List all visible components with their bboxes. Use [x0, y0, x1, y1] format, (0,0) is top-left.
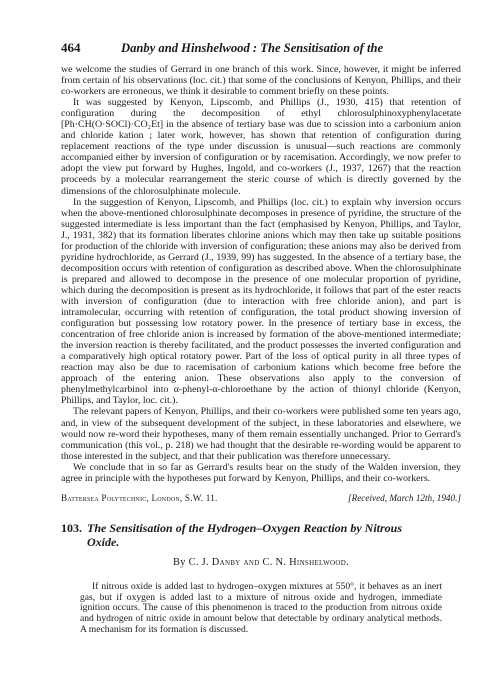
authors-names: C. J. Danby and C. N. Hinshelwood.: [188, 556, 349, 568]
page-number: 464: [61, 40, 81, 55]
journal-page: [61, 40, 461, 636]
article-title-line: Oxide.: [87, 535, 120, 550]
body-paragraph: We conclude that in so far as Gerrard's results bear on the study of the Walden inversion, they agree in principle with the hypotheses put forward by Kenyon, Phillips, and their co-workers.: [61, 461, 461, 484]
article-authors: [61, 557, 461, 568]
running-header: [61, 40, 461, 56]
article-abstract: [80, 582, 442, 636]
next-article: [61, 521, 461, 636]
received-date: [Received, March 12th, 1940.]: [348, 492, 461, 503]
body-paragraph: The relevant papers of Kenyon, Phillips, and their co-workers were published some ten years ago, and, in view of the subsequent development of the subject, in these laboratories and elsewhere, we would now re-word their hypotheses, many of them remain essentially unchanged. Prior to Gerrard's communication (this vol., p. 218) we had thought that the desirable re-wording would be apparent to those interested in the subject, and that their publication was therefore unnecessary.: [61, 406, 461, 462]
affiliation: Battersea Polytechnic, London, S.W. 11.: [61, 492, 218, 503]
body-paragraph: It was suggested by Kenyon, Lipscomb, and Phillips (J., 1930, 415) that retention of configuration during the decomposition of ethyl chlorosulphinoxyphenylacetate [Ph·CH(O·SOCl)·CO₂Et] in the absence of tertiary base was due to scission into a carbonium anion and chloride kation ; later work, however, has shown that retention of configuration during replacement reactions of the type under discussion is unusual—such reactions are commonly accompanied either by inversion of configuration or by racemisation. Accordingly, we now prefer to adopt the view put forward by Hughes, Ingold, and co-workers (J., 1937, 1267) that the reaction proceeds by a molecular rearrangement the steric course of which is directly governed by the dimensions of the chlorosulphinate molecule.: [61, 97, 461, 197]
article-body: [61, 64, 461, 484]
authors-prefix: By: [173, 556, 186, 568]
article-title-line: The Sensitisation of the Hydrogen–Oxygen Reaction by Nitrous: [87, 520, 403, 535]
article-title: [61, 521, 461, 550]
running-title: Danby and Hinshelwood : The Sensitisation of the: [121, 41, 384, 55]
abstract-text: If nitrous oxide is added last to hydrogen–oxygen mixtures at 550°, it behaves as an inert gas, but if oxygen is added last to a mixture of nitrous oxide and hydrogen, immediate ignition occurs. The cause of this phenomenon is traced to the production from nitrous oxide and hydrogen of nitric oxide in amount below that detectable by ordinary analytical methods. A mechanism for its formation is discussed.: [80, 580, 442, 635]
body-paragraph: we welcome the studies of Gerrard in one branch of this work. Since, however, it might be inferred from certain of his observations (loc. cit.) that some of the conclusions of Kenyon, Phillips, and their co-workers are erroneous, we think it desirable to comment briefly on these points.: [61, 64, 461, 98]
body-paragraph: In the suggestion of Kenyon, Lipscomb, and Phillips (loc. cit.) to explain why inversion occurs when the above-mentioned chlorosulphinate decomposes in presence of pyridine, the structure of the suggested intermediate is less important than the fact (emphasised by Kenyon, Phillips, and Taylor, J., 1931, 382) that its formation liberates chlorine anions which may then take up suitable positions for production of the chloride with inversion of configuration; these anions may also be derived from pyridine hydrochloride, as Gerrard (J., 1939, 99) has suggested. In the absence of a tertiary base, the decomposition occurs with retention of configuration as described above. When the chlorosulphinate is prepared and allowed to decompose in the presence of one molecular proportion of pyridine, which during the decomposition is present as its hydrochloride, it follows that part of the ester reacts with inversion of configuration (due to interaction with free chloride anion), and part is intramolecular, occurring with retention of configuration, the total product showing inversion of configuration but possessing low rotatory power. In the presence of tertiary base in excess, the concentration of free chloride anion is increased by formation of the above-mentioned intermediate; the inversion reaction is thereby facilitated, and the product possesses the inverted configuration and a comparatively high optical rotatory power. Part of the loss of optical purity in all three types of reaction may also be due to racemisation of carbonium kations which become free before the approach of the entering anion. These observations also apply to the conversion of phenylmethylcarbinol into α-phenyl-α-chloroethane by the action of thionyl chloride (Kenyon, Phillips, and Taylor, loc. cit.).: [61, 196, 461, 407]
article-signoff: [61, 493, 461, 503]
article-number: 103.: [61, 520, 82, 535]
